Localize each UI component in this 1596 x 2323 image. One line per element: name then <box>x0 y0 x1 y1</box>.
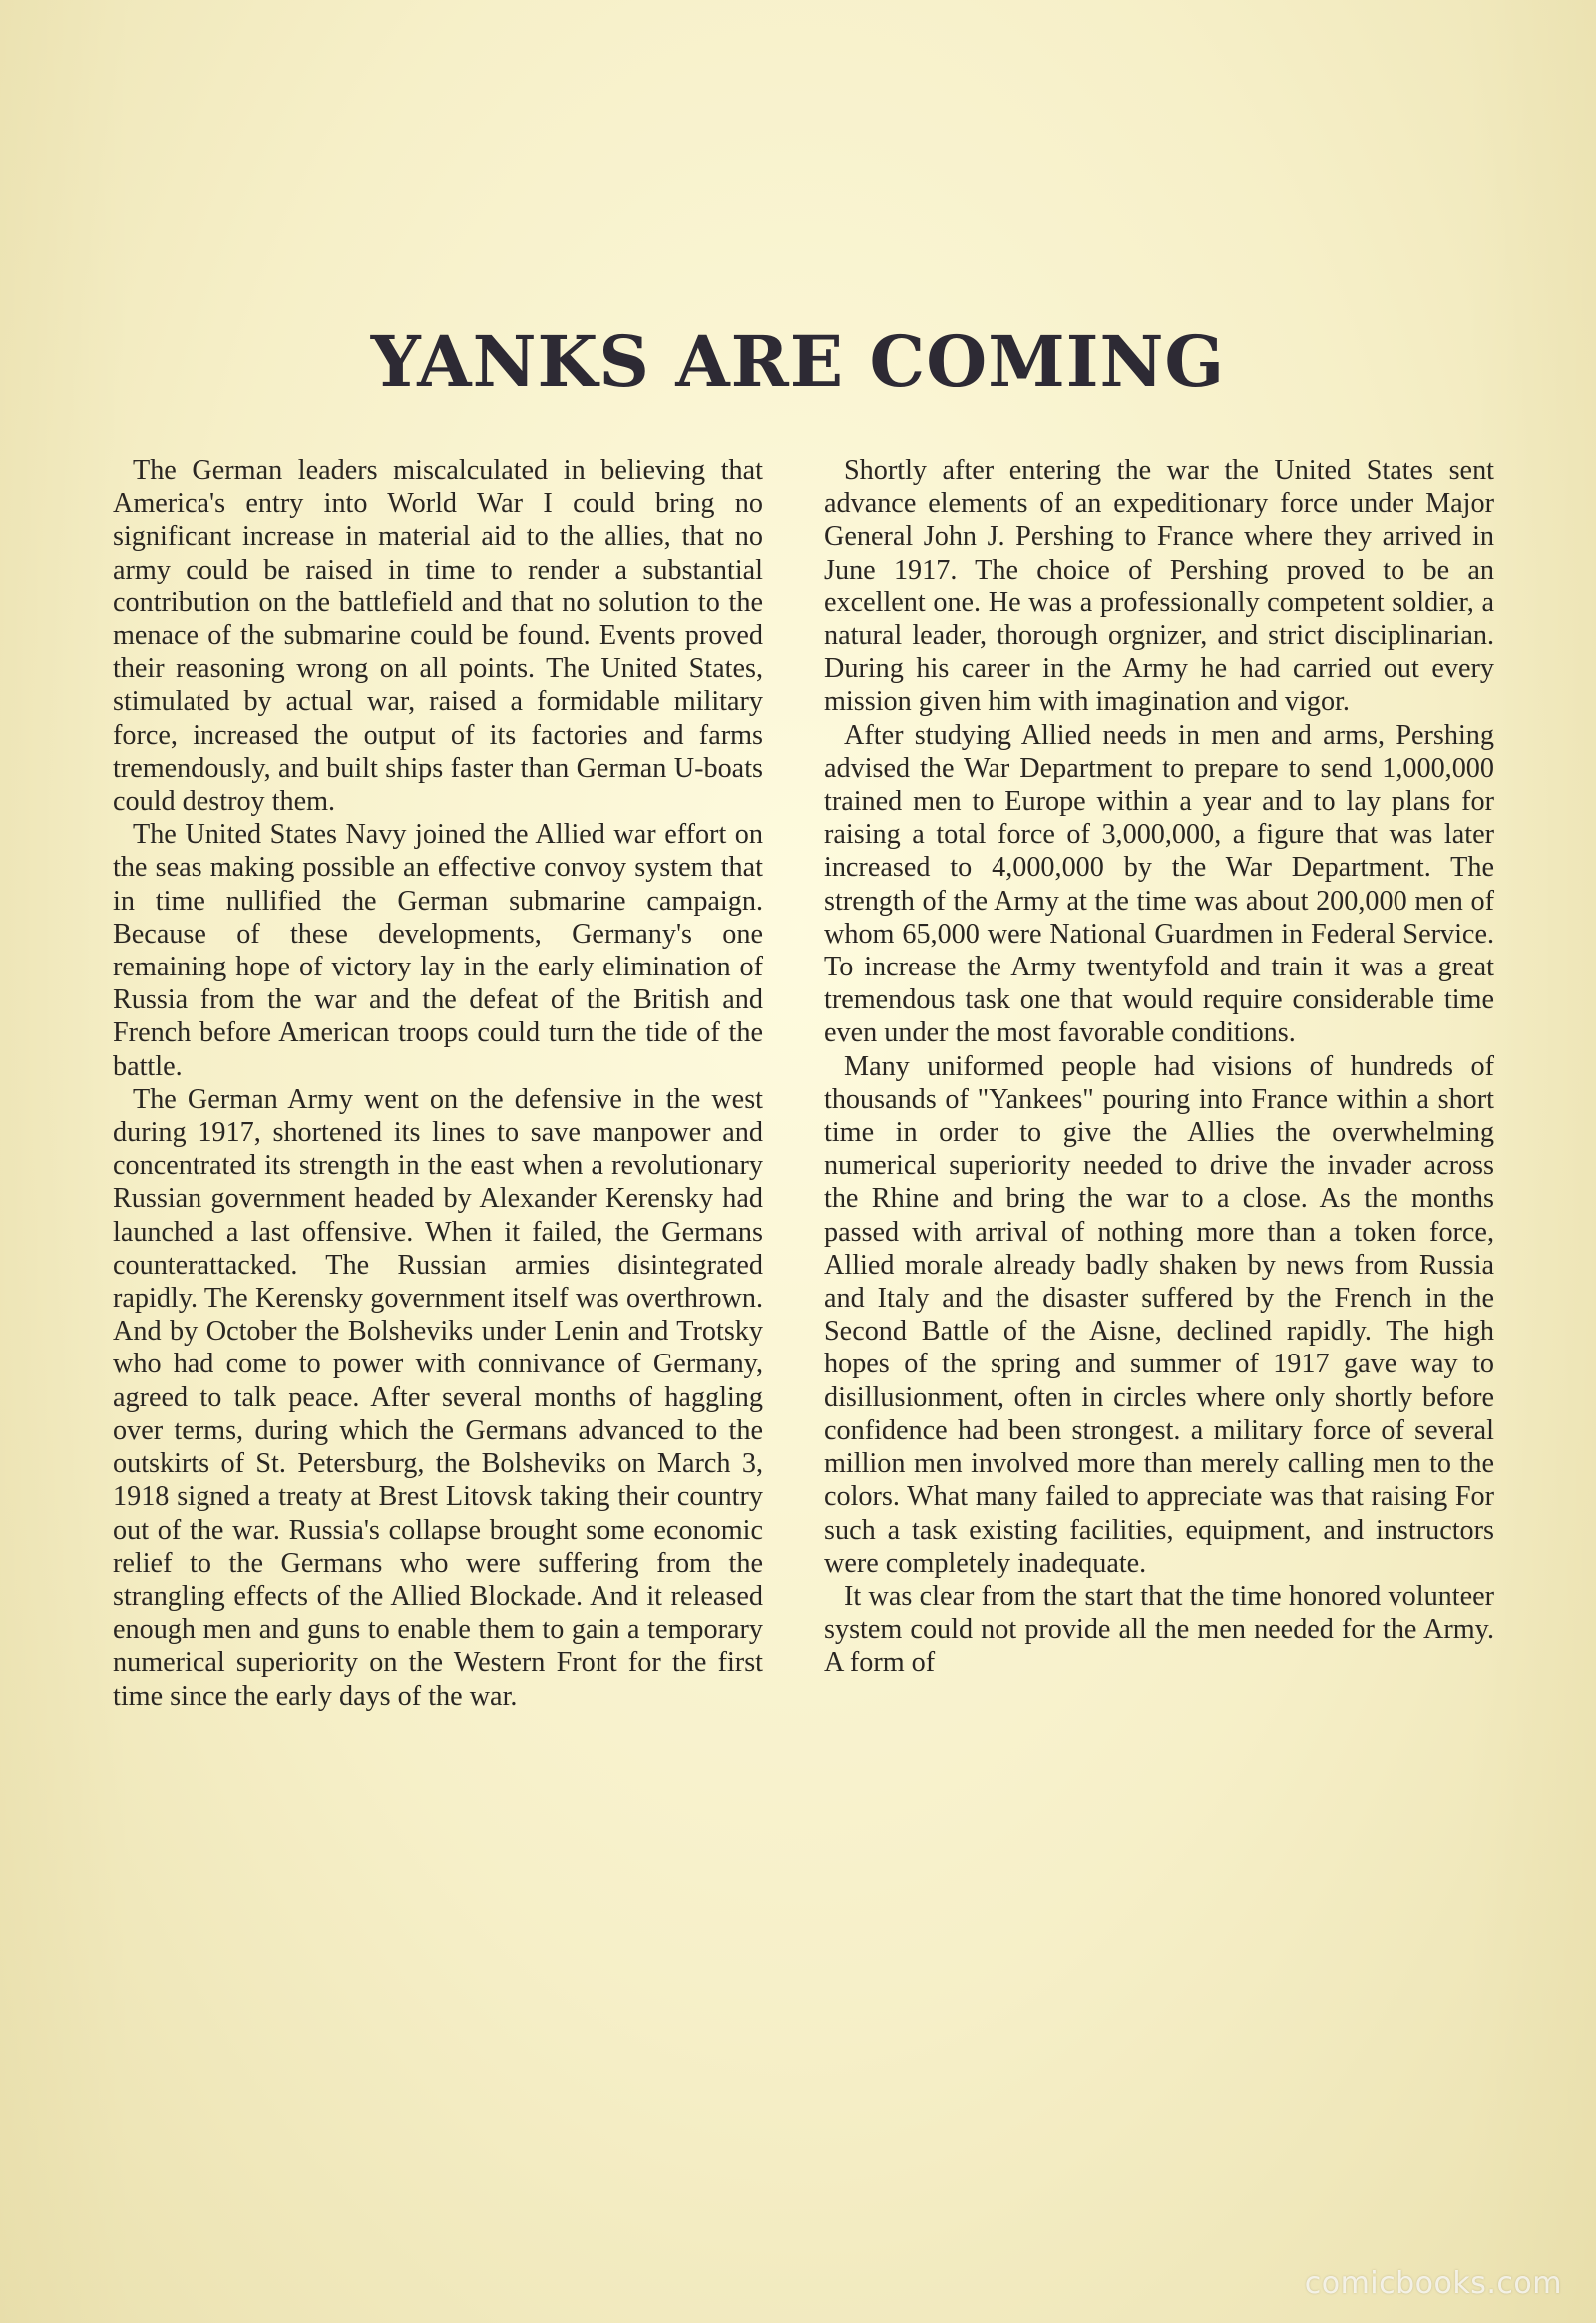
paragraph: Shortly after entering the war the United States sent advance elements of an expeditionary force under Major General John J. Pershing to France where they arrived in June 1917. The choice of Pershing proved to be an excellent one. He was a professionally competent soldier, a natural leader, thorough orgnizer, and strict disciplinarian. During his career in the Army he had carried out every mission given him with imagination and vigor. <box>824 455 1494 718</box>
paragraph: Many uniformed people had visions of hundreds of thousands of "Yankees" pouring into France within a short time in order to give the Allies the overwhelming numerical superiority needed to drive the invader across the Rhine and bring the war to a close. As the months passed with arrival of nothing more than a token force, Allied morale already badly shaken by news from Russia and Italy and the disaster suffered by the French in the Second Battle of the Aisne, declined rapidly. The high hopes of the spring and summer of 1917 gave way to disillusionment, often in circles where only shortly before confidence had been strongest. a military force of several million men involved more than merely calling men to the colors. What many failed to appreciate was that raising For such a task existing facilities, equipment, and instructors were completely inadequate. <box>824 1050 1494 1579</box>
paragraph: The United States Navy joined the Allied war effort on the seas making possible an effective convoy system that in time nullified the German submarine campaign. Because of these developments, Germany's one remaining hope of victory lay in the early elimination of Russia from the war and the defeat of the British and French before American troops could turn the tide of the battle. <box>113 819 763 1082</box>
paragraph: After studying Allied needs in men and arms, Pershing advised the War Department to prepare to send 1,000,000 trained men to Europe within a year and to lay plans for raising a total force of 3,000,000, a figure that was later increased to 4,000,000 by the War Department. The strength of the Army at the time was about 200,000 men of whom 65,000 were National Guardmen in Federal Service. To increase the Army twentyfold and train it was a great tremendous task one that would require considerable time even under the most favorable conditions. <box>824 719 1494 1049</box>
paragraph: The German leaders miscalculated in believing that America's entry into World War I could bring no significant increase in material aid to the allies, that no army could be raised in time to render a substantial contribution on the battlefield and that no solution to the menace of the submarine could be found. Events proved their reasoning wrong on all points. The United States, stimulated by actual war, raised a formidable military force, increased the output of its factories and farms tremendously, and built ships faster than German U-boats could destroy them. <box>113 455 763 818</box>
right-text-column <box>824 454 1494 1680</box>
left-text-column <box>113 454 763 1713</box>
paragraph: The German Army went on the defensive in the west during 1917, shortened its lines to save manpower and concentrated its strength in the east when a revolutionary Russian government headed by Alexander Kerensky had launched a last offensive. When it failed, the Germans counterattacked. The Russian armies disintegrated rapidly. The Kerensky government itself was overthrown. And by October the Bolsheviks under Lenin and Trotsky who had come to power with connivance of Germany, agreed to talk peace. After several months of haggling over terms, during which the Germans advanced to the outskirts of St. Petersburg, the Bolsheviks on March 3, 1918 signed a treaty at Brest Litovsk taking their country out of the war. Russia's collapse brought some economic relief to the Germans who were suffering from the strangling effects of the Allied Blockade. And it released enough men and guns to enable them to gain a temporary numerical superiority on the Western Front for the first time since the early days of the war. <box>113 1083 763 1712</box>
watermark: comicbooks.com <box>1304 2266 1562 2301</box>
paragraph: It was clear from the start that the time honored volunteer system could not provide all the men needed for the Army. A form of <box>824 1580 1494 1679</box>
page-title: YANKS ARE COMING <box>370 320 1226 403</box>
